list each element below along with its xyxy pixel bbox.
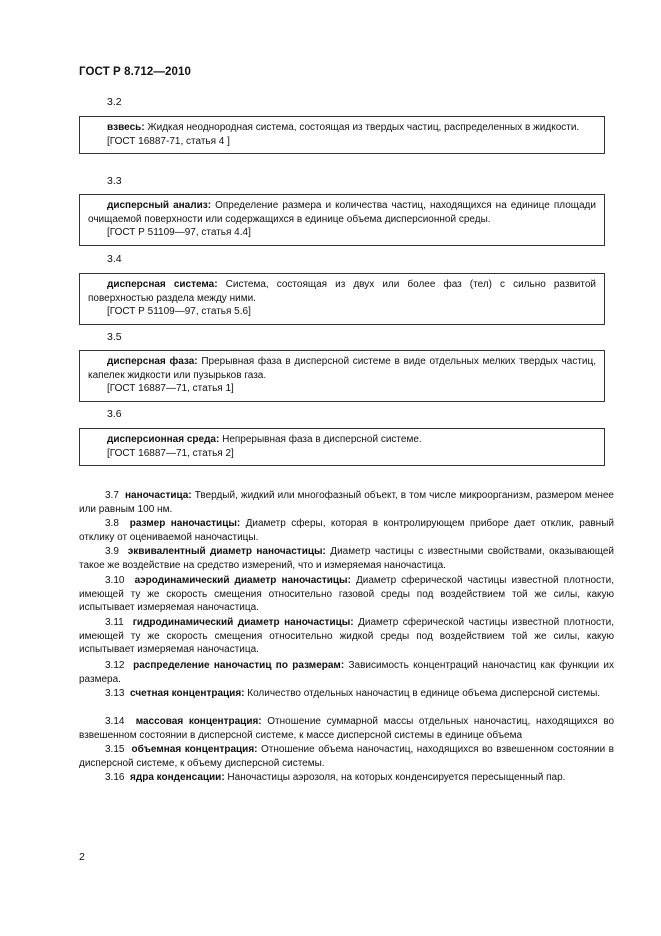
definition-text: Диаметр сферической частицы известной плотности, имеющей ту же скорость смещения относительно жидкой среды под воздействием той же силы, какую испытывает измеряемая наночастица. xyxy=(79,617,615,656)
term-box xyxy=(79,428,605,466)
term-text: Прерывная фаза в дисперсной системе в виде отдельных мелких твердых частиц, капелек жидкости или пузырьков газа. xyxy=(88,356,596,381)
definition-number: 3.7 xyxy=(105,490,119,501)
definition-paragraph xyxy=(79,687,614,701)
term-reference: [ГОСТ 16887-71, статья 4 ] xyxy=(107,135,230,147)
definition-text: Диаметр сферической частицы известной плотности, имеющей ту же скорость смещения относительно газовой среды под воздействием той же силы, какую испытывает измеряемая наночастица. xyxy=(79,575,614,614)
term-definition xyxy=(88,121,596,135)
term-reference: [ГОСТ 16887—71, статья 2] xyxy=(107,447,234,459)
document-header: ГОСТ Р 8.712—2010 xyxy=(79,66,191,78)
definition-paragraph xyxy=(79,574,614,615)
definition-text: Отношение суммарной массы отдельных наночастиц, находящихся во взвешенном состоянии в дисперсной системе, к массе дисперсной системы в единице объема xyxy=(79,716,615,741)
term-name: дисперсная система: xyxy=(107,279,218,290)
definition-number: 3.15 xyxy=(105,744,125,755)
definition-number: 3.11 xyxy=(105,617,124,628)
definition-paragraph xyxy=(79,659,614,686)
definition-number: 3.13 xyxy=(105,688,125,699)
definition-number: 3.14 xyxy=(105,716,125,727)
definition-text: Отношение объема наночастиц, находящихся во взвешенном состоянии в дисперсной системе, к объему дисперсной системы. xyxy=(79,744,614,769)
term-box xyxy=(79,273,605,325)
definition-text: Твердый, жидкий или многофазный объект, в том числе микроорганизм, размером менее или равным 100 нм. xyxy=(79,490,614,515)
term-name: дисперсионная среда: xyxy=(107,434,220,445)
definition-number: 3.16 xyxy=(105,772,125,783)
definition-term: эквивалентный диаметр наночастицы: xyxy=(127,546,326,557)
term-number: 3.5 xyxy=(107,331,122,343)
definition-paragraph xyxy=(79,715,614,742)
term-name: дисперсный анализ: xyxy=(107,200,212,211)
definition-term: распределение наночастиц по размерам: xyxy=(133,660,345,671)
term-number: 3.4 xyxy=(107,253,122,265)
page-number: 2 xyxy=(79,851,85,863)
definition-paragraph xyxy=(79,517,614,544)
term-definition xyxy=(88,355,596,382)
definition-term: гидродинамический диаметр наночастицы: xyxy=(132,617,354,628)
definition-text: Количество отдельных наночастиц в единице объема дисперсной системы. xyxy=(244,688,601,699)
term-number: 3.6 xyxy=(107,408,122,420)
term-box xyxy=(79,116,605,154)
definition-text: Диаметр частицы с известными свойствами, оказывающей такое же воздействие на средство измерений, что и измеряемая наночастица. xyxy=(79,546,614,571)
term-reference: [ГОСТ Р 51109—97, статья 5.6] xyxy=(107,306,251,318)
definition-number: 3.12 xyxy=(105,660,125,671)
term-name: взвесь: xyxy=(107,122,145,133)
term-box xyxy=(79,350,605,402)
term-reference: [ГОСТ Р 51109—97, статья 4.4] xyxy=(107,227,251,239)
definition-number: 3.8 xyxy=(105,518,119,529)
definition-number: 3.10 xyxy=(105,575,125,586)
definition-paragraph xyxy=(79,771,614,785)
definition-term: размер наночастицы: xyxy=(129,518,241,529)
term-text: Жидкая неоднородная система, состоящая из твердых частиц, распределенных в жидкости. xyxy=(144,122,580,133)
term-reference: [ГОСТ 16887—71, статья 1] xyxy=(107,383,234,395)
term-text: Определение размера и количества частиц, находящихся на единице площади очищаемой поверхности или содержащихся в единице объема дисперсионной среды. xyxy=(88,200,596,225)
definition-text: Диаметр сферы, которая в контролирующем приборе дает отклик, равный отклику от оцениваемой наночастицы. xyxy=(79,518,614,543)
definition-number: 3.9 xyxy=(105,546,119,557)
definition-text: Наночастицы аэрозоля, на которых конденсируется пересыщенный пар. xyxy=(224,772,566,783)
definition-text: Зависимость концентраций наночастиц как функции их размера. xyxy=(79,660,615,685)
definition-term: счетная концентрация: xyxy=(130,688,245,699)
term-text: Система, состоящая из двух или более фаз (тел) с сильно развитой поверхностью раздела между ними. xyxy=(88,279,596,304)
term-name: дисперсная фаза: xyxy=(107,356,198,367)
definition-paragraph xyxy=(79,743,614,770)
term-number: 3.2 xyxy=(107,96,122,108)
definition-paragraph xyxy=(79,616,614,657)
term-text: Непрерывная фаза в дисперсной системе. xyxy=(219,434,422,445)
definition-paragraph xyxy=(79,489,614,516)
term-definition xyxy=(88,278,596,305)
term-number: 3.3 xyxy=(107,175,122,187)
term-definition xyxy=(88,433,596,447)
definition-term: объемная концентрация: xyxy=(131,744,258,755)
definition-term: ядра конденсации: xyxy=(130,772,225,783)
definition-paragraph xyxy=(79,545,614,572)
definition-term: массовая концентрация: xyxy=(135,716,262,727)
definition-term: наночастица: xyxy=(125,490,192,501)
term-definition xyxy=(88,199,596,226)
term-box xyxy=(79,194,605,246)
definition-term: аэродинамический диаметр наночастицы: xyxy=(134,575,351,586)
